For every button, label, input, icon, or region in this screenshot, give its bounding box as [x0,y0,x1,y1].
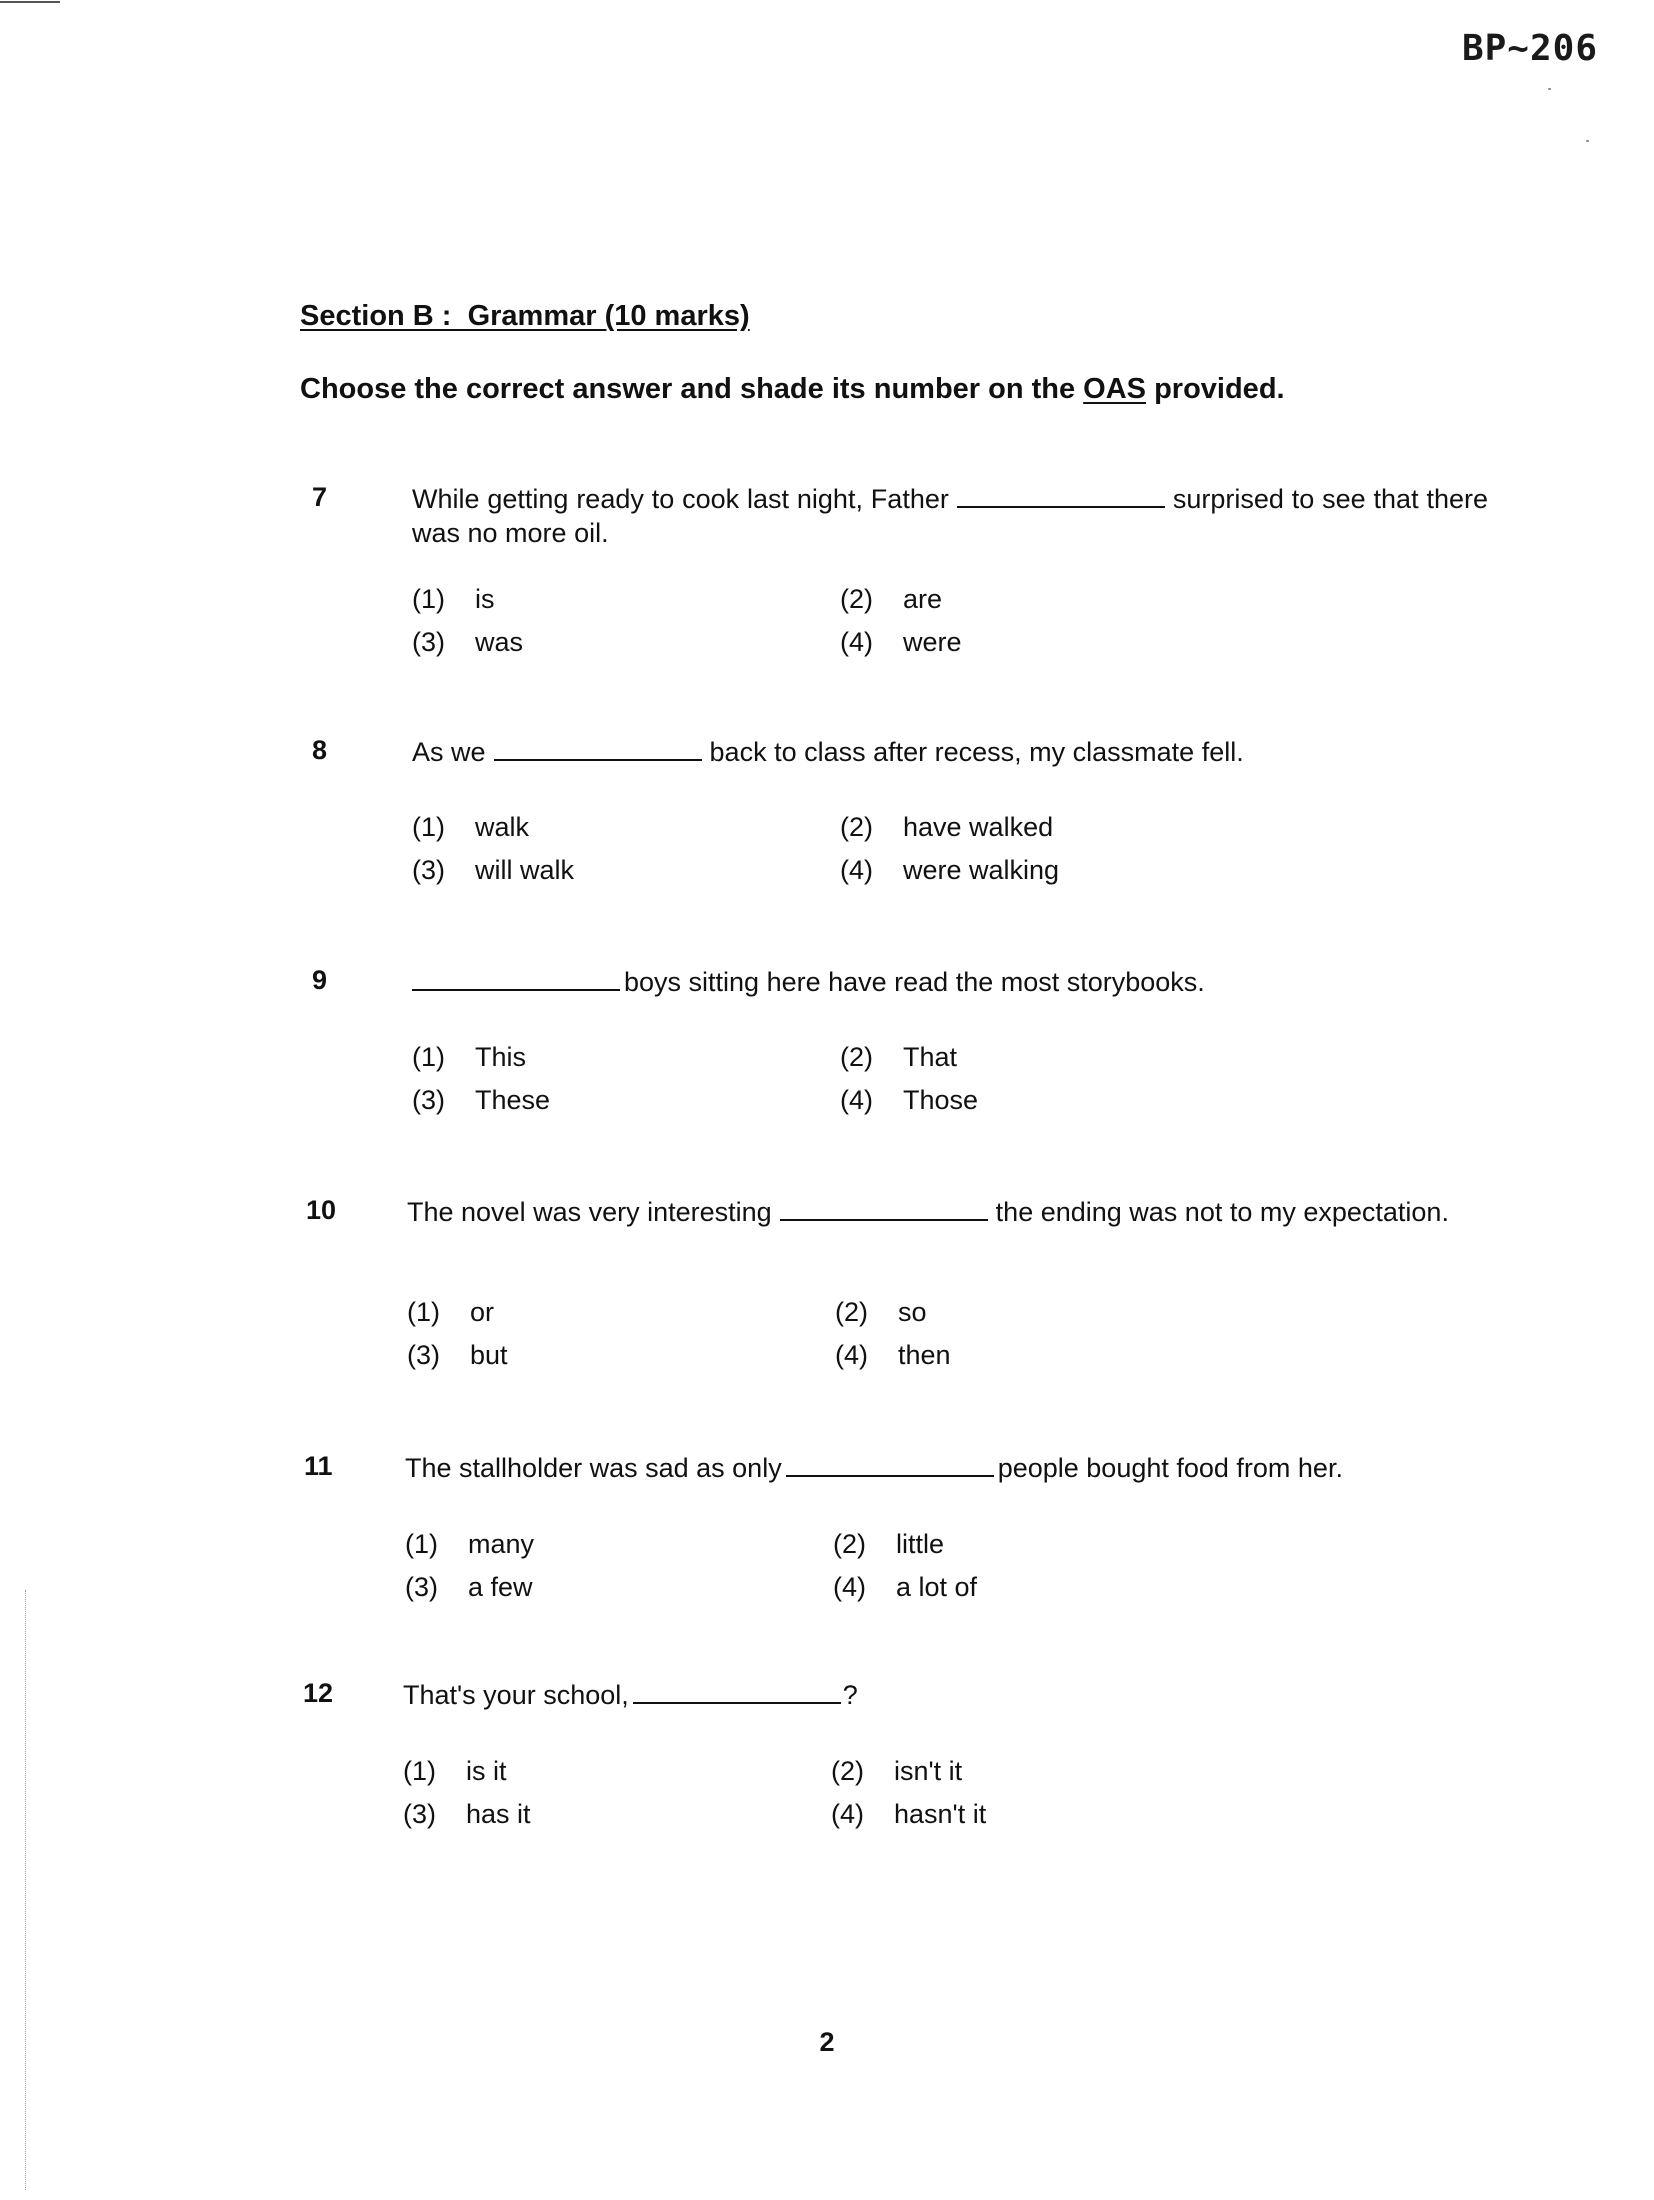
answer-options [407,1295,1267,1385]
question-stem [407,1195,1483,1229]
question-number: 8 [312,735,328,765]
answer-blank [786,1473,994,1477]
oas-term: OAS [1083,373,1147,405]
option-4[interactable] [840,1083,978,1117]
option-text: That [903,1042,958,1072]
option-text: isn't it [894,1756,963,1786]
option-text: will walk [475,855,575,885]
question-stem [403,1678,1479,1712]
stem-text: boys sitting here have read the most storybooks. [624,967,1205,997]
option-number: (3) [405,1572,438,1602]
option-number: (4) [840,855,873,885]
option-2[interactable] [831,1754,962,1788]
option-text: many [468,1529,535,1559]
page-number: 2 [819,2027,835,2057]
option-number: (1) [405,1529,438,1559]
stem-text: The stallholder was sad as only [405,1453,782,1483]
option-text: This [475,1042,527,1072]
option-4[interactable] [835,1338,951,1372]
stem-text: ? [842,1680,858,1710]
option-number: (1) [407,1297,440,1327]
option-number: (3) [412,855,445,885]
option-number: (2) [840,584,873,614]
stem-text: people bought food from her. [997,1453,1343,1483]
question-number: 9 [312,965,328,995]
option-2[interactable] [833,1527,944,1561]
option-1[interactable] [412,582,495,616]
stem-text: the ending was not to my expectation. [995,1197,1449,1227]
option-text: a few [468,1572,533,1602]
option-1[interactable] [412,1040,526,1074]
option-number: (3) [403,1799,436,1829]
answer-blank [412,987,620,991]
option-number: (4) [833,1572,866,1602]
option-2[interactable] [835,1295,927,1329]
option-text: Those [903,1085,979,1115]
stem-text: back to class after recess, my classmate fell. [709,737,1244,767]
answer-blank [780,1217,988,1221]
option-text: have walked [903,812,1054,842]
question-number: 10 [306,1195,337,1225]
option-1[interactable] [412,810,529,844]
option-3[interactable] [403,1797,531,1831]
option-3[interactable] [407,1338,508,1372]
option-number: (3) [407,1340,440,1370]
instruction-text: Choose the correct answer and shade its number on the [300,373,1084,405]
question-stem [412,735,1488,769]
option-1[interactable] [403,1754,507,1788]
option-text: These [475,1085,551,1115]
option-number: (1) [412,812,445,842]
question-stem [405,1451,1481,1485]
answer-options [405,1527,1265,1617]
option-2[interactable] [840,1040,957,1074]
option-number: (2) [835,1297,868,1327]
option-text: hasn't it [894,1799,987,1829]
option-text: were walking [903,855,1060,885]
stem-text: As we [412,737,486,767]
option-number: (4) [831,1799,864,1829]
option-number: (4) [835,1340,868,1370]
section-title: Section B : Grammar (10 marks) [300,300,750,332]
option-2[interactable] [840,810,1053,844]
option-number: (2) [840,1042,873,1072]
option-number: (1) [403,1756,436,1786]
document-code: BP~206 [1461,28,1598,69]
option-text: or [470,1297,495,1327]
scan-edge-line [0,1,60,3]
stem-text: surprised to see that there was no more oil. [412,484,1488,548]
option-1[interactable] [405,1527,534,1561]
option-text: so [898,1297,927,1327]
option-4[interactable] [831,1797,986,1831]
option-number: (1) [412,584,445,614]
question-stem [412,965,1488,999]
option-number: (4) [840,627,873,657]
option-text: are [903,584,943,614]
question-number: 7 [312,482,328,512]
answer-blank [633,1700,841,1704]
stem-text: The novel was very interesting [407,1197,772,1227]
option-text: walk [475,812,530,842]
option-2[interactable] [840,582,942,616]
instruction [300,373,1285,406]
option-number: (1) [412,1042,445,1072]
option-text: but [470,1340,508,1370]
question-number: 12 [303,1678,334,1708]
option-text: is it [466,1756,507,1786]
option-number: (2) [831,1756,864,1786]
answer-options [412,582,1272,672]
option-number: (3) [412,627,445,657]
option-4[interactable] [833,1570,977,1604]
option-number: (4) [840,1085,873,1115]
answer-blank [957,504,1165,508]
option-text: has it [466,1799,531,1829]
answer-blank [494,757,702,761]
scan-speck [1548,88,1551,90]
answer-options [412,810,1272,900]
option-4[interactable] [840,625,962,659]
option-3[interactable] [412,853,574,887]
scan-left-edge [25,1590,26,2190]
stem-text: While getting ready to cook last night, Father [412,484,949,514]
question-number: 11 [304,1451,333,1481]
instruction-text-end: provided. [1146,373,1285,405]
option-text: little [896,1529,945,1559]
option-1[interactable] [407,1295,494,1329]
option-text: were [903,627,962,657]
option-text: is [475,584,495,614]
option-text: then [898,1340,951,1370]
option-number: (2) [833,1529,866,1559]
option-3[interactable] [405,1570,533,1604]
scan-speck [1586,140,1589,142]
option-text: a lot of [896,1572,978,1602]
option-3[interactable] [412,1083,550,1117]
question-stem [412,482,1488,550]
answer-options [403,1754,1263,1844]
option-number: (2) [840,812,873,842]
option-3[interactable] [412,625,523,659]
option-text: was [475,627,524,657]
stem-text: That's your school, [403,1680,629,1710]
answer-options [412,1040,1272,1130]
option-4[interactable] [840,853,1059,887]
option-number: (3) [412,1085,445,1115]
